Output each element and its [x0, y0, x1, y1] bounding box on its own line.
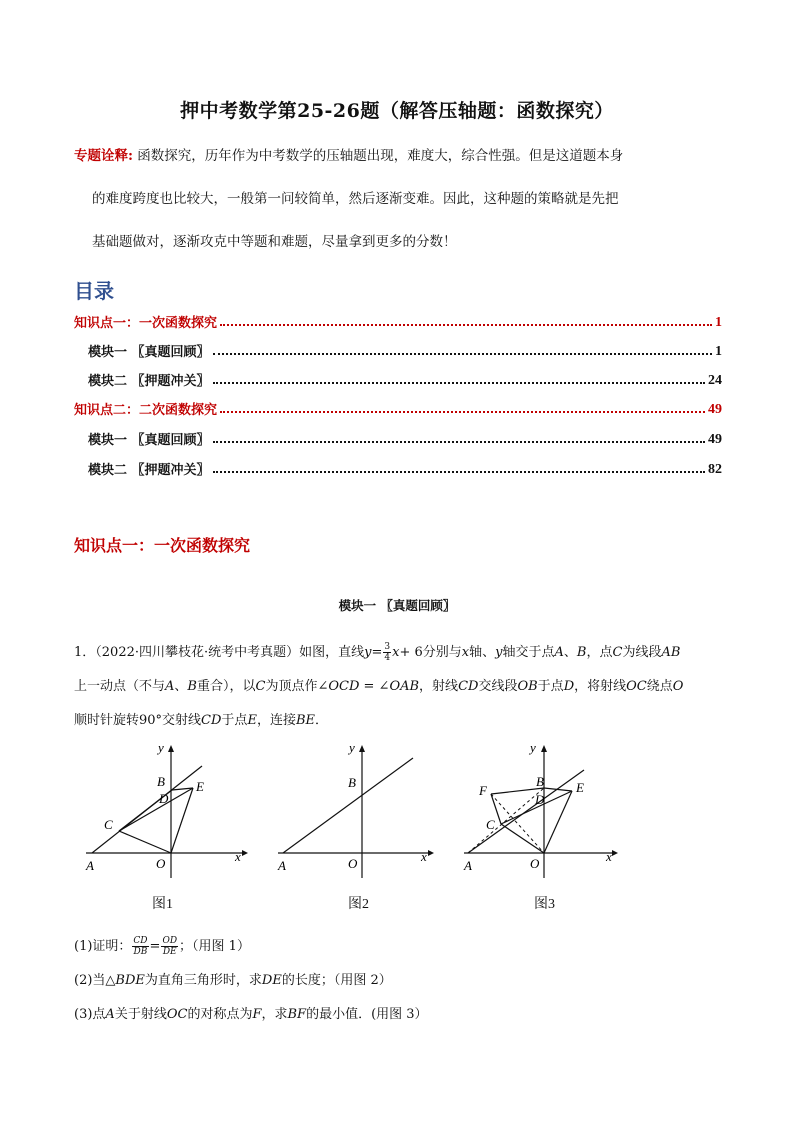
question-3 [74, 998, 734, 1032]
segment-cd [119, 788, 193, 831]
math-op: = [371, 645, 383, 660]
label-c: C [104, 817, 113, 832]
toc-row-label: 模块一 〖真题回顾〗 [88, 433, 210, 448]
question-1 [74, 930, 734, 964]
figure-1-caption: 图1 [152, 897, 173, 912]
text: ，连接 [256, 713, 296, 728]
label-d: D [159, 791, 169, 806]
fraction-numerator: OD [162, 936, 178, 946]
toc-row-page: 82 [708, 462, 722, 477]
figure-2-caption: 图2 [348, 897, 369, 912]
text: 顺时针旋转90°交射线 [74, 713, 202, 728]
fraction [132, 936, 148, 957]
label-b: B [536, 774, 544, 789]
label-x: x [606, 849, 612, 864]
text: 分别与 [422, 645, 462, 660]
label-e: E [196, 779, 204, 794]
math-var: E [247, 713, 257, 728]
label-a: A [464, 858, 472, 873]
text: 、 [174, 679, 188, 694]
text: 关于射线 [114, 1007, 167, 1022]
y-axis-arrow [541, 745, 547, 752]
toc-row-page: 24 [708, 373, 722, 388]
figure-3-diagram [462, 740, 632, 880]
text: 绕点 [646, 679, 673, 694]
text: 的对称点为 [187, 1007, 253, 1022]
text: 轴、 [469, 645, 496, 660]
toc-row-module-2[interactable] [88, 367, 722, 389]
fraction-numerator: CD [133, 936, 148, 946]
math-var: y [495, 645, 503, 660]
x-axis-arrow [242, 850, 248, 856]
text: 的最小值．(用图 3） [306, 1007, 428, 1022]
math-var: x [392, 645, 400, 660]
text: 于点 [537, 679, 564, 694]
text: 1．（2022·四川攀枝花·统考中考真题）如图，直线 [74, 645, 365, 660]
y-axis-arrow [168, 745, 174, 752]
module-heading: 模块一 〖真题回顾〗 [338, 598, 456, 613]
text: (1)证明： [74, 939, 132, 954]
toc-row-page: 1 [715, 344, 722, 359]
label-o: O [156, 856, 166, 871]
fraction-numerator: 3 [384, 642, 391, 652]
math-var: F [252, 1007, 262, 1022]
label-o: O [530, 856, 540, 871]
math-var: BE [295, 713, 315, 728]
math-var: B [187, 679, 197, 694]
section-heading: 知识点一：一次函数探究 [74, 536, 251, 555]
toc-row-knowledge-1[interactable] [74, 309, 722, 331]
text: ，求 [261, 1007, 288, 1022]
problem-line-3 [74, 704, 734, 738]
intro-line-2: 的难度跨度也比较大，一般第一问较简单，然后逐渐变难。因此，这种题的策略就是先把 [92, 191, 619, 207]
math-var: O [672, 679, 684, 694]
segment-oe [544, 791, 572, 853]
problem-line-2 [74, 670, 734, 704]
fraction [383, 642, 391, 663]
math-var: A [105, 1007, 115, 1022]
questions [74, 930, 734, 1032]
toc-leader [213, 382, 705, 384]
fraction-denominator: 4 [384, 653, 391, 663]
intro-paragraph [74, 135, 754, 264]
math-var: D [563, 679, 575, 694]
text: ；（用图 1） [179, 939, 250, 954]
label-b: B [348, 775, 356, 790]
segment-oe [171, 788, 193, 853]
math-var: OB [517, 679, 538, 694]
toc-leader [213, 353, 712, 355]
figure-2-diagram [276, 740, 446, 880]
segment-co [501, 824, 544, 853]
toc-leader [213, 441, 705, 443]
text: 交线段 [478, 679, 518, 694]
label-c: C [486, 817, 495, 832]
math-var: CD [201, 713, 222, 728]
text: 为线段 [622, 645, 662, 660]
math-var: BDE [115, 973, 145, 988]
toc-row-module-1[interactable] [88, 338, 722, 360]
text: ，点 [586, 645, 613, 660]
text: 重合），以 [196, 679, 256, 694]
math-var: A [165, 679, 175, 694]
toc-heading: 目录 [74, 279, 114, 303]
math-var: CD [458, 679, 479, 694]
toc-row-module-4[interactable] [88, 456, 722, 478]
toc-row-label: 模块二 〖押题冲关〗 [88, 463, 210, 478]
toc-row-page: 49 [708, 402, 722, 417]
text: (3)点 [74, 1007, 106, 1022]
label-o: O [348, 856, 358, 871]
question-2 [74, 964, 734, 998]
segment-co [119, 831, 171, 853]
math-var: y [364, 645, 372, 660]
label-y: y [530, 740, 536, 755]
problem-statement [74, 636, 734, 738]
toc-row-page: 49 [708, 432, 722, 447]
text: 上一动点（不与 [74, 679, 166, 694]
math-var: A [554, 645, 564, 660]
fraction [161, 936, 178, 957]
label-x: x [421, 849, 427, 864]
label-a: A [86, 858, 94, 873]
text: (2)当 [74, 973, 106, 988]
problem-line-1 [74, 636, 734, 670]
text: 、 [563, 645, 577, 660]
x-axis-arrow [428, 850, 434, 856]
label-e: E [576, 780, 584, 795]
x-axis-arrow [612, 850, 618, 856]
toc-leader [220, 411, 705, 413]
toc-row-module-3[interactable] [88, 426, 722, 448]
line-ab [283, 758, 413, 853]
intro-line-1: 函数探究，历年作为中考数学的压轴题出现，难度大，综合性强。但是这道题本身 [137, 148, 624, 164]
text: ，射线 [419, 679, 459, 694]
label-f: F [479, 783, 487, 798]
toc-leader [213, 471, 705, 473]
text: 轴交于点 [502, 645, 555, 660]
text: 为顶点作 [265, 679, 318, 694]
math-var: AB [661, 645, 681, 660]
y-axis-arrow [359, 745, 365, 752]
math-var: DE [261, 973, 282, 988]
math-var: x [461, 645, 470, 660]
math-var: B [576, 645, 587, 660]
fraction-denominator: DB [133, 947, 148, 957]
label-y: y [349, 740, 355, 755]
math-var: C [255, 679, 266, 694]
math-expr: ∠OCD = ∠OAB [317, 679, 420, 694]
label-x: x [235, 849, 241, 864]
label-b: B [157, 774, 165, 789]
math-var: C [612, 645, 623, 660]
toc-row-label: 模块一 〖真题回顾〗 [88, 345, 210, 360]
text: 为直角三角形时，求 [144, 973, 262, 988]
text: ，将射线 [574, 679, 627, 694]
label-d: D [535, 792, 545, 807]
toc-row-knowledge-2[interactable] [74, 396, 722, 418]
intro-label: 专题诠释: [74, 148, 133, 164]
text: 的长度；（用图 2） [281, 973, 392, 988]
math-op: △ [105, 973, 116, 988]
math-op: = [149, 939, 161, 954]
figures-row [74, 740, 634, 915]
math-var: OC [166, 1007, 188, 1022]
math-var: OC [626, 679, 647, 694]
math-op: + 6 [399, 645, 423, 660]
fraction-denominator: DE [162, 947, 177, 957]
toc-row-label: 知识点一：一次函数探究 [74, 316, 218, 331]
figure-3-caption: 图3 [534, 897, 555, 912]
label-y: y [158, 740, 164, 755]
toc-row-label: 模块二 〖押题冲关〗 [88, 374, 210, 389]
intro-line-3: 基础题做对，逐渐攻克中等题和难题，尽量拿到更多的分数！ [92, 234, 457, 250]
toc-row-page: 1 [715, 315, 722, 330]
toc-leader [220, 324, 712, 326]
page-title: 押中考数学第25-26题（解答压轴题：函数探究） [180, 100, 614, 122]
text: 于点 [221, 713, 248, 728]
figure-1-diagram [84, 740, 254, 880]
math-var: BF [287, 1007, 307, 1022]
text: ． [315, 713, 329, 728]
toc-row-label: 知识点二：二次函数探究 [74, 403, 218, 418]
label-a: A [278, 858, 286, 873]
